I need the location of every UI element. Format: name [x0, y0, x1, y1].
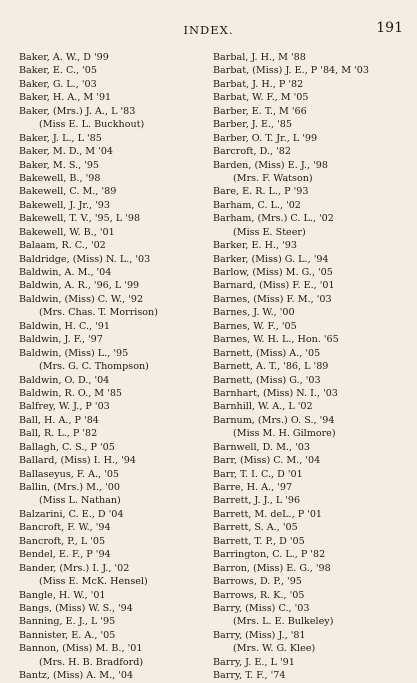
- index-entry: Ballard, (Miss) I. H., '94: [19, 455, 136, 467]
- index-entry: Ball, H. A., P '84: [19, 414, 99, 426]
- index-entry: Bakewell, W. B., '01: [19, 226, 115, 238]
- index-entry: Bangs, (Miss) W. S., '94: [19, 602, 133, 614]
- index-entry: Barber, E. T., M '66: [213, 105, 307, 117]
- index-entry: Bannon, (Miss) M. B., '01: [19, 643, 143, 655]
- index-entry: Baldwin, J. F., '97: [19, 334, 103, 346]
- index-entry: Ball, R. L., P '82: [19, 428, 98, 440]
- index-entry: Barnwell, D. M., '03: [213, 441, 310, 453]
- index-entry: Bakewell, B., '98: [19, 172, 101, 184]
- index-entry: Baker, E. C., '05: [19, 65, 97, 77]
- index-entry: Balfrey, W. J., P '03: [19, 401, 110, 413]
- index-entry: Barrows, D. P., '95: [213, 576, 302, 588]
- page-number: 191: [376, 20, 403, 36]
- index-entry: Ballin, (Mrs.) M., '00: [19, 482, 120, 493]
- index-entry: Barnum, (Mrs.) O. S., '94: [213, 414, 335, 426]
- index-entry: Baker, G. L., '03: [19, 78, 97, 90]
- index-entry: Barr, T. I. C., D '01: [213, 468, 303, 480]
- index-entry: Bancroft, F. W., '94: [19, 522, 111, 534]
- index-entry: Barry, (Miss) C., '03: [213, 602, 310, 614]
- index-entry: Bakewell, J. Jr., '93: [19, 199, 110, 211]
- index-entry: Barrows, R. K., '05: [213, 589, 305, 601]
- index-entry: Baldwin, A. R., '96, L '99: [19, 280, 140, 292]
- index-entry: Barron, (Miss) E. G., '98: [213, 562, 331, 574]
- index-entry: Baldwin, (Miss) C. W., '92: [19, 293, 144, 305]
- index-entry: Barlow, (Miss) M. G., '05: [213, 267, 333, 278]
- index-entry: Baldwin, A. M., '04: [19, 267, 112, 278]
- index-entry-alt-name: (Mrs. G. C. Thompson): [39, 361, 149, 373]
- index-entry: Barbat, W. F., M '05: [213, 92, 309, 104]
- index-entry: Barrett, S. A., '05: [213, 522, 298, 534]
- index-entry: Barden, (Miss) E. J., '98: [213, 159, 328, 171]
- index-column-left: [19, 51, 209, 683]
- index-entry: Barbat, (Miss) J. E., P '84, M '03: [213, 65, 369, 77]
- index-entry: Bakewell, T. V., '95, L '98: [19, 213, 141, 225]
- index-entry: Barnhart, (Miss) N. I., '03: [213, 387, 338, 399]
- index-entry: Bare, E. R. L., P '93: [213, 186, 309, 198]
- index-entry: Baker, H. A., M '91: [19, 92, 112, 104]
- index-entry: Barry, (Miss) J., '81: [213, 629, 306, 641]
- index-entry: Baker, M. D., M '04: [19, 146, 114, 158]
- index-entry-alt-name: (Mrs. Chas. T. Morrison): [39, 307, 158, 319]
- index-entry-alt-name: (Miss L. Nathan): [39, 495, 121, 507]
- index-entry: Barnes, (Miss) F. M., '03: [213, 293, 332, 305]
- index-entry: Baldwin, H. C., '91: [19, 320, 110, 332]
- index-entry: Barbat, J. H., P '82: [213, 78, 304, 90]
- index-entry: Barnett, A. T., '86, L '89: [213, 361, 329, 373]
- index-entry: Barker, (Miss) G. L., '94: [213, 253, 329, 265]
- index-entry: Barnes, W. F., '05: [213, 320, 297, 332]
- index-entry: Barrett, M. deL., P '01: [213, 508, 323, 520]
- index-entry: Barcroft, D., '82: [213, 146, 291, 158]
- index-entry: Ballaseyus, F. A., '05: [19, 468, 120, 480]
- index-entry: Barnett, (Miss) A., '05: [213, 347, 321, 359]
- index-entry: Barnes, J. W., '00: [213, 307, 295, 319]
- page-header: [0, 20, 417, 38]
- index-entry: Baker, A. W., D '99: [19, 52, 109, 63]
- index-entry: Baldwin, R. O., M '85: [19, 387, 123, 399]
- index-entry: Balzarini, C. E., D '04: [19, 508, 124, 520]
- index-entry: Barnes, W. H. L., Hon. '65: [213, 334, 339, 346]
- index-entry: Barre, H. A., '97: [213, 482, 293, 493]
- index-entry: Barham, (Mrs.) C. L., '02: [213, 213, 334, 225]
- index-entry: Barker, E. H., '93: [213, 240, 297, 252]
- index-entry-alt-name: (Miss E. Steer): [233, 226, 306, 238]
- index-entry: Barber, O. T. Jr., L '99: [213, 132, 318, 144]
- index-entry: Barbal, J. H., M '88: [213, 52, 306, 63]
- index-entry: Barham, C. L., '02: [213, 199, 301, 211]
- index-entry: Barnard, (Miss) F. E., '01: [213, 280, 335, 292]
- index-entry: Baldwin, O. D., '04: [19, 374, 110, 386]
- index-entry-alt-name: (Miss M. H. Gilmore): [233, 428, 336, 440]
- index-entry: Barnett, (Miss) G., '03: [213, 374, 321, 386]
- index-entry: Bantz, (Miss) A. M., '04: [19, 670, 134, 682]
- index-entry: Bander, (Mrs.) I. J., '02: [19, 562, 130, 574]
- index-entry: Banning, E. J., L '95: [19, 616, 116, 628]
- index-entry: Bendel, E. F., P '94: [19, 549, 111, 561]
- index-entry: Balaam, R. C., '02: [19, 240, 106, 252]
- page-title: INDEX.: [183, 23, 234, 37]
- index-entry-alt-name: (Miss E. McK. Hensel): [39, 576, 148, 588]
- index-entry: Baldwin, (Miss) L., '95: [19, 347, 129, 359]
- index-entry: Barrington, C. L., P '82: [213, 549, 326, 561]
- index-entry: Barry, T. F., '74: [213, 670, 286, 682]
- index-entry: Barr, (Miss) C. M., '04: [213, 455, 321, 467]
- index-entry-alt-name: (Miss E. L. Buckhout): [39, 119, 145, 131]
- index-entry: Barry, J. E., L '91: [213, 656, 295, 668]
- index-entry: Barber, J. E., '85: [213, 119, 293, 131]
- index-entry: Ballagh, C. S., P '05: [19, 441, 115, 453]
- index-entry: Bannister, E. A., '05: [19, 629, 116, 641]
- index-entry-alt-name: (Mrs. H. B. Bradford): [39, 656, 144, 668]
- index-entry: Bakewell, C. M., '89: [19, 186, 117, 198]
- index-entry: Baker, (Mrs.) J. A., L '83: [19, 105, 136, 117]
- index-entry: Bancroft, P., L '05: [19, 535, 106, 547]
- index-entry: Barnhill, W. A., L '02: [213, 401, 313, 413]
- index-entry: Baldridge, (Miss) N. L., '03: [19, 253, 151, 265]
- index-entry: Baker, M. S., '95: [19, 159, 100, 171]
- index-entry-alt-name: (Mrs. F. Watson): [233, 172, 313, 184]
- index-entry: Bangle, H. W., '01: [19, 589, 106, 601]
- index-entry-alt-name: (Mrs. W. G. Klee): [233, 643, 316, 655]
- index-column-right: [213, 51, 413, 683]
- index-entry: Baker, J. L., L '85: [19, 132, 102, 144]
- index-entry: Barrett, T. P., D '05: [213, 535, 305, 547]
- index-entry: Barrett, J. J., L '96: [213, 495, 301, 507]
- index-entry-alt-name: (Mrs. L. E. Bulkeley): [233, 616, 334, 628]
